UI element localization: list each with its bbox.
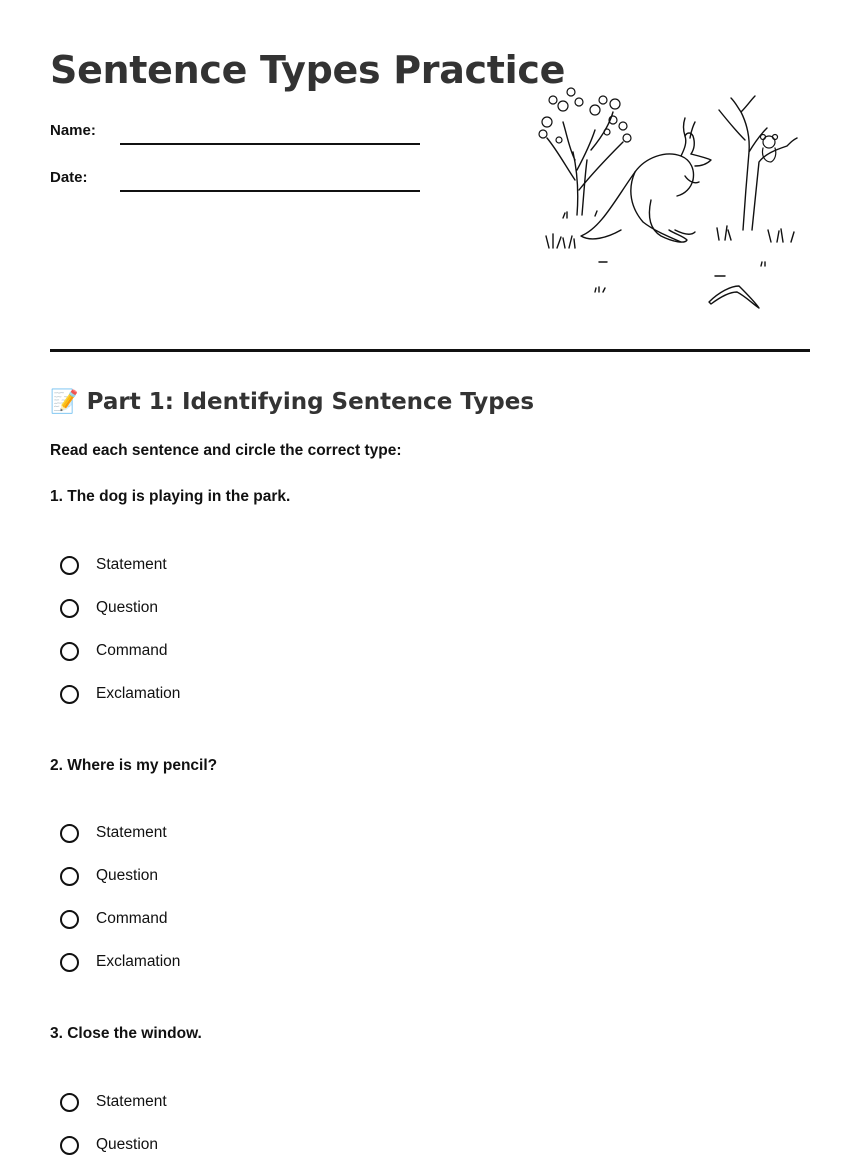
part1-instructions: Read each sentence and circle the correct type: — [50, 442, 402, 459]
option-label: Exclamation — [96, 953, 181, 970]
q1-option-command[interactable] — [60, 639, 168, 663]
part1-heading-text: Part 1: Identifying Sentence Types — [86, 388, 535, 415]
name-label: Name: — [50, 122, 96, 139]
radio-circle[interactable] — [60, 1093, 79, 1112]
radio-circle[interactable] — [60, 642, 79, 661]
memo-icon: 📝 — [50, 389, 79, 415]
option-label: Statement — [96, 556, 167, 573]
question-3-text: 3. Close the window. — [50, 1025, 202, 1042]
date-line[interactable] — [120, 190, 420, 192]
q3-option-statement[interactable] — [60, 1090, 167, 1114]
q1-option-exclamation[interactable] — [60, 682, 180, 706]
radio-circle[interactable] — [60, 953, 79, 972]
kangaroo-koala-scene-illustration — [535, 80, 810, 315]
option-label: Statement — [96, 1093, 167, 1110]
date-label: Date: — [50, 169, 88, 186]
option-label: Exclamation — [96, 685, 181, 702]
option-label: Question — [96, 599, 159, 616]
option-label: Question — [96, 1136, 159, 1153]
q2-option-question[interactable] — [60, 864, 158, 888]
radio-circle[interactable] — [60, 1136, 79, 1155]
q1-option-question[interactable] — [60, 596, 158, 620]
q1-option-statement[interactable] — [60, 553, 167, 577]
radio-circle[interactable] — [60, 867, 79, 886]
question-2-text: 2. Where is my pencil? — [50, 757, 218, 774]
option-label: Command — [96, 642, 168, 659]
question-1-text: 1. The dog is playing in the park. — [50, 488, 291, 505]
part1-heading — [50, 388, 534, 415]
worksheet-title: Sentence Types Practice — [50, 48, 566, 92]
section-divider — [50, 349, 810, 352]
radio-circle[interactable] — [60, 824, 79, 843]
radio-circle[interactable] — [60, 685, 79, 704]
radio-circle[interactable] — [60, 556, 79, 575]
q2-option-command[interactable] — [60, 907, 168, 931]
name-line[interactable] — [120, 143, 420, 145]
radio-circle[interactable] — [60, 599, 79, 618]
q3-option-question[interactable] — [60, 1133, 158, 1157]
q2-option-statement[interactable] — [60, 821, 167, 845]
option-label: Command — [96, 910, 168, 927]
radio-circle[interactable] — [60, 910, 79, 929]
option-label: Question — [96, 867, 159, 884]
option-label: Statement — [96, 824, 167, 841]
q2-option-exclamation[interactable] — [60, 950, 180, 974]
